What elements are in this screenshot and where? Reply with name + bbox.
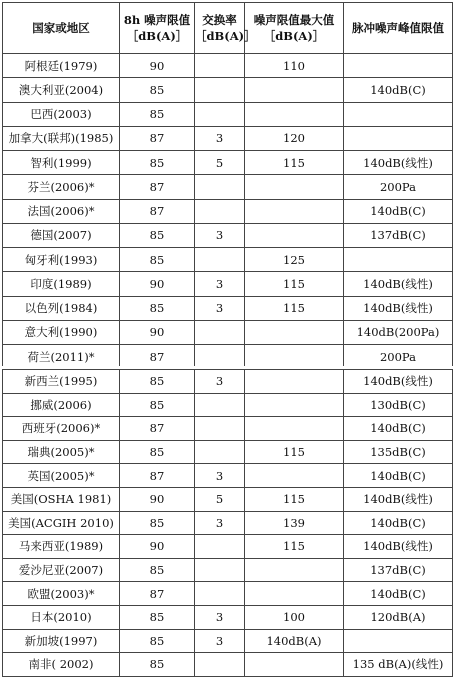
cell-8h-limit: 85 — [120, 440, 195, 464]
table-row — [3, 417, 453, 441]
cell-max-limit: 115 — [245, 535, 344, 559]
cell-max-limit: 115 — [245, 440, 344, 464]
cell-max-limit — [245, 558, 344, 582]
cell-exchange-rate — [195, 535, 245, 559]
cell-max-limit — [245, 653, 344, 677]
cell-impulse-peak: 140dB(线性) — [344, 535, 453, 559]
cell-8h-limit: 87 — [120, 175, 195, 199]
cell-impulse-peak: 140dB(C) — [344, 417, 453, 441]
cell-8h-limit: 87 — [120, 126, 195, 150]
cell-8h-limit: 90 — [120, 487, 195, 511]
header-8h-limit: 8h 噪声限值［dB(A)］ — [120, 3, 195, 54]
cell-8h-limit: 87 — [120, 417, 195, 441]
cell-max-limit: 120 — [245, 126, 344, 150]
cell-8h-limit: 90 — [120, 535, 195, 559]
cell-exchange-rate: 3 — [195, 629, 245, 653]
cell-8h-limit: 85 — [120, 511, 195, 535]
cell-impulse-peak: 135 dB(A)(线性) — [344, 653, 453, 677]
cell-max-limit — [245, 464, 344, 488]
cell-impulse-peak: 140dB(C) — [344, 78, 453, 102]
cell-8h-limit: 85 — [120, 393, 195, 417]
table-row — [3, 248, 453, 272]
cell-8h-limit: 85 — [120, 370, 195, 394]
cell-country: 日本(2010) — [3, 605, 120, 629]
cell-exchange-rate: 3 — [195, 223, 245, 247]
cell-max-limit — [245, 199, 344, 223]
cell-country: 马来西亚(1989) — [3, 535, 120, 559]
table-row — [3, 102, 453, 126]
cell-country: 爱沙尼亚(2007) — [3, 558, 120, 582]
cell-max-limit: 100 — [245, 605, 344, 629]
cell-impulse-peak: 135dB(C) — [344, 440, 453, 464]
cell-impulse-peak — [344, 54, 453, 78]
table-row — [3, 78, 453, 102]
cell-country: 新加坡(1997) — [3, 629, 120, 653]
cell-impulse-peak: 140dB(C) — [344, 199, 453, 223]
noise-limit-table-part2 — [2, 369, 453, 677]
table-row — [3, 126, 453, 150]
cell-exchange-rate: 3 — [195, 511, 245, 535]
table-row — [3, 175, 453, 199]
cell-8h-limit: 87 — [120, 345, 195, 369]
table-row — [3, 511, 453, 535]
cell-country: 荷兰(2011)* — [3, 345, 120, 369]
cell-exchange-rate: 3 — [195, 464, 245, 488]
table-row — [3, 370, 453, 394]
cell-max-limit — [245, 417, 344, 441]
cell-country: 法国(2006)* — [3, 199, 120, 223]
cell-country: 智利(1999) — [3, 151, 120, 175]
header-country: 国家或地区 — [3, 3, 120, 54]
cell-country: 南非( 2002) — [3, 653, 120, 677]
cell-max-limit: 139 — [245, 511, 344, 535]
cell-exchange-rate: 3 — [195, 296, 245, 320]
cell-exchange-rate — [195, 558, 245, 582]
cell-max-limit: 140dB(A) — [245, 629, 344, 653]
cell-impulse-peak: 140dB(C) — [344, 464, 453, 488]
cell-impulse-peak: 140dB(线性) — [344, 151, 453, 175]
cell-exchange-rate: 5 — [195, 487, 245, 511]
table-row — [3, 558, 453, 582]
cell-max-limit: 110 — [245, 54, 344, 78]
cell-max-limit: 115 — [245, 487, 344, 511]
cell-impulse-peak — [344, 126, 453, 150]
cell-country: 以色列(1984) — [3, 296, 120, 320]
cell-country: 加拿大(联邦)(1985) — [3, 126, 120, 150]
cell-exchange-rate — [195, 102, 245, 126]
cell-max-limit — [245, 393, 344, 417]
cell-exchange-rate — [195, 320, 245, 344]
cell-8h-limit: 90 — [120, 320, 195, 344]
table-row — [3, 54, 453, 78]
cell-country: 美国(ACGIH 2010) — [3, 511, 120, 535]
header-exchange-rate: 交换率［dB(A)］ — [195, 3, 245, 54]
table-row — [3, 393, 453, 417]
cell-exchange-rate: 5 — [195, 151, 245, 175]
cell-country: 匈牙利(1993) — [3, 248, 120, 272]
cell-8h-limit: 87 — [120, 582, 195, 606]
table-row — [3, 605, 453, 629]
cell-max-limit: 115 — [245, 151, 344, 175]
cell-8h-limit: 87 — [120, 199, 195, 223]
cell-8h-limit: 85 — [120, 653, 195, 677]
cell-impulse-peak: 140dB(线性) — [344, 370, 453, 394]
cell-impulse-peak: 200Pa — [344, 345, 453, 369]
cell-impulse-peak: 140dB(200Pa) — [344, 320, 453, 344]
table-row — [3, 440, 453, 464]
cell-exchange-rate — [195, 54, 245, 78]
cell-impulse-peak — [344, 102, 453, 126]
cell-country: 印度(1989) — [3, 272, 120, 296]
cell-country: 德国(2007) — [3, 223, 120, 247]
cell-country: 挪威(2006) — [3, 393, 120, 417]
cell-max-limit: 125 — [245, 248, 344, 272]
cell-country: 澳大利亚(2004) — [3, 78, 120, 102]
cell-exchange-rate — [195, 440, 245, 464]
table-body-part2 — [3, 370, 453, 677]
cell-max-limit — [245, 78, 344, 102]
cell-impulse-peak: 140dB(线性) — [344, 296, 453, 320]
cell-exchange-rate — [195, 653, 245, 677]
cell-8h-limit: 85 — [120, 605, 195, 629]
cell-exchange-rate: 3 — [195, 126, 245, 150]
table-row — [3, 223, 453, 247]
cell-8h-limit: 85 — [120, 102, 195, 126]
cell-impulse-peak: 140dB(线性) — [344, 272, 453, 296]
table-row — [3, 582, 453, 606]
table-row — [3, 487, 453, 511]
cell-8h-limit: 85 — [120, 558, 195, 582]
cell-country: 西班牙(2006)* — [3, 417, 120, 441]
cell-8h-limit: 87 — [120, 464, 195, 488]
table-row — [3, 653, 453, 677]
cell-max-limit — [245, 223, 344, 247]
cell-impulse-peak — [344, 629, 453, 653]
cell-max-limit — [245, 582, 344, 606]
cell-impulse-peak: 140dB(C) — [344, 511, 453, 535]
table-row — [3, 151, 453, 175]
cell-impulse-peak: 200Pa — [344, 175, 453, 199]
cell-country: 欧盟(2003)* — [3, 582, 120, 606]
cell-exchange-rate: 3 — [195, 605, 245, 629]
cell-impulse-peak: 120dB(A) — [344, 605, 453, 629]
table-row — [3, 296, 453, 320]
cell-exchange-rate: 3 — [195, 272, 245, 296]
table-header-row — [3, 3, 453, 54]
cell-exchange-rate — [195, 175, 245, 199]
cell-impulse-peak: 130dB(C) — [344, 393, 453, 417]
table-body-part1 — [3, 54, 453, 369]
cell-impulse-peak: 137dB(C) — [344, 223, 453, 247]
cell-max-limit — [245, 175, 344, 199]
cell-exchange-rate — [195, 417, 245, 441]
cell-8h-limit: 85 — [120, 151, 195, 175]
header-max-limit: 噪声限值最大值［dB(A)］ — [245, 3, 344, 54]
cell-max-limit — [245, 102, 344, 126]
cell-country: 阿根廷(1979) — [3, 54, 120, 78]
table-row — [3, 629, 453, 653]
cell-exchange-rate — [195, 199, 245, 223]
cell-8h-limit: 85 — [120, 629, 195, 653]
cell-impulse-peak — [344, 248, 453, 272]
cell-8h-limit: 90 — [120, 54, 195, 78]
cell-country: 巴西(2003) — [3, 102, 120, 126]
cell-exchange-rate — [195, 393, 245, 417]
cell-max-limit: 115 — [245, 296, 344, 320]
cell-8h-limit: 85 — [120, 78, 195, 102]
cell-country: 瑞典(2005)* — [3, 440, 120, 464]
cell-country: 芬兰(2006)* — [3, 175, 120, 199]
cell-exchange-rate — [195, 248, 245, 272]
cell-max-limit — [245, 370, 344, 394]
cell-impulse-peak: 140dB(线性) — [344, 487, 453, 511]
cell-max-limit: 115 — [245, 272, 344, 296]
cell-max-limit — [245, 320, 344, 344]
cell-country: 英国(2005)* — [3, 464, 120, 488]
cell-8h-limit: 85 — [120, 296, 195, 320]
cell-exchange-rate: 3 — [195, 370, 245, 394]
cell-exchange-rate — [195, 582, 245, 606]
table-row — [3, 464, 453, 488]
table-row — [3, 535, 453, 559]
cell-8h-limit: 85 — [120, 248, 195, 272]
noise-limit-table-part1 — [2, 2, 453, 369]
table-row — [3, 199, 453, 223]
table-row — [3, 320, 453, 344]
cell-8h-limit: 85 — [120, 223, 195, 247]
cell-exchange-rate — [195, 78, 245, 102]
cell-impulse-peak: 140dB(C) — [344, 582, 453, 606]
cell-country: 新西兰(1995) — [3, 370, 120, 394]
cell-impulse-peak: 137dB(C) — [344, 558, 453, 582]
cell-country: 美国(OSHA 1981) — [3, 487, 120, 511]
header-impulse-peak: 脉冲噪声峰值限值 — [344, 3, 453, 54]
cell-country: 意大利(1990) — [3, 320, 120, 344]
table-row — [3, 272, 453, 296]
cell-8h-limit: 90 — [120, 272, 195, 296]
